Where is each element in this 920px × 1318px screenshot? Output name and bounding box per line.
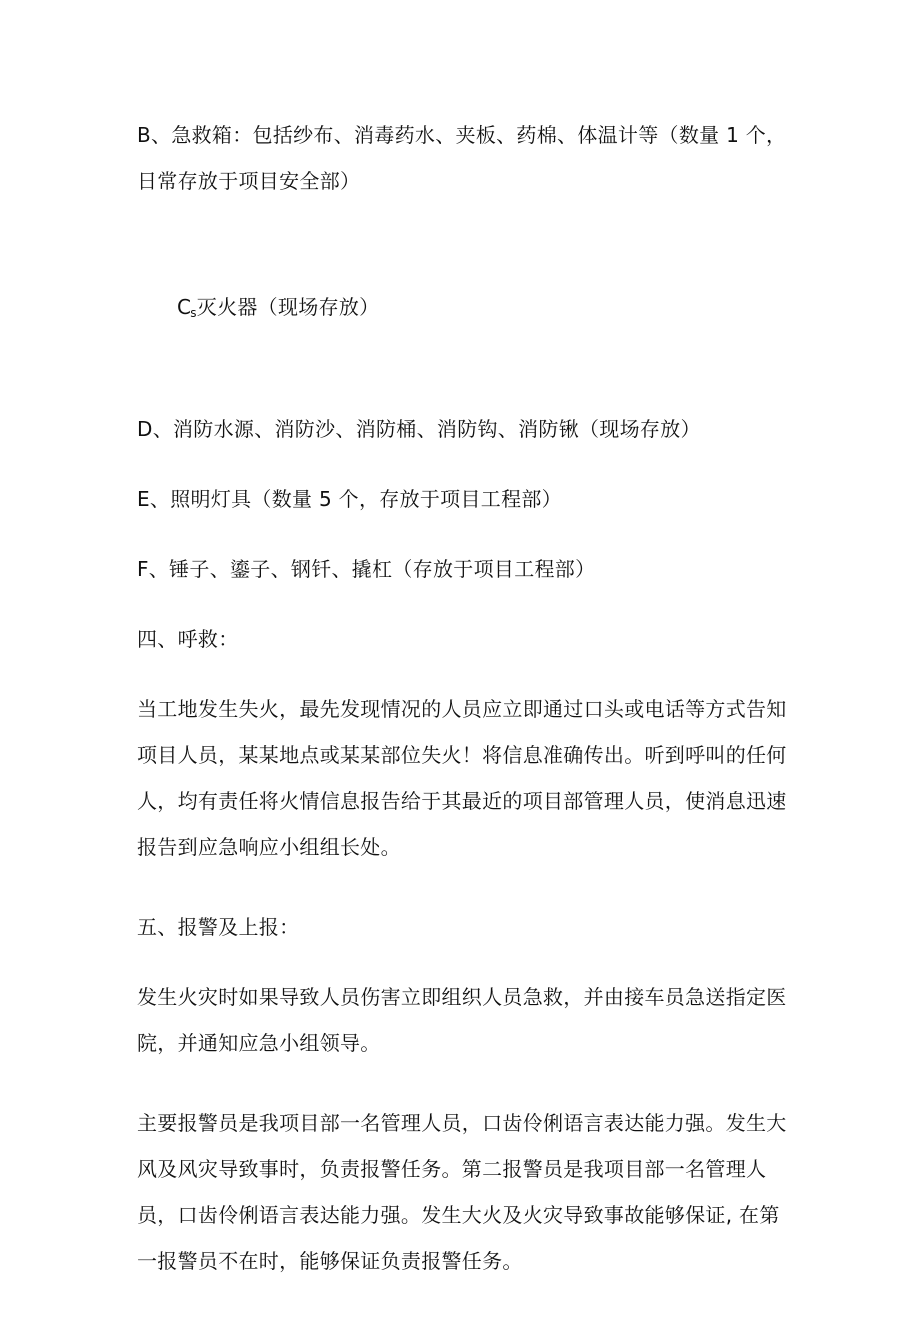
item-f-tools: F、锤子、鎏子、钢钎、撬杠（存放于项目工程部） <box>137 557 596 581</box>
item-c-text: 灭火器（现场存放） <box>196 295 380 319</box>
section-4-paragraph: 当工地发生失火，最先发现情况的人员应立即通过口头或电话等方式告知项目人员，某某地点或某某部位失火！将信息准确传出。听到呼叫的任何人，均有责任将火情信息报告给于其最近的项目部管理人员，使消息迅速报告到应急响应小组组长处。 <box>137 697 787 859</box>
section-5-paragraph-2: 主要报警员是我项目部一名管理人员，口齿伶俐语言表达能力强。发生大风及风灾导致事时，负责报警任务。第二报警员是我项目部一名管理人员，口齿伶俐语言表达能力强。发生大火及火灾导致事故能够保证, 在第一报警员不在时，能够保证负责报警任务。 <box>137 1111 787 1273</box>
item-e-lighting: E、照明灯具（数量 5 个，存放于项目工程部） <box>137 487 562 511</box>
item-c-prefix: C <box>176 295 192 319</box>
item-c-prefix-subscript: s <box>190 306 197 320</box>
section-5-paragraph-1: 发生火灾时如果导致人员伤害立即组织人员急救，并由接车员急送指定医院，并通知应急小组领导。 <box>137 985 787 1055</box>
item-b-first-aid-kit: B、急救箱：包括纱布、消毒药水、夹板、药棉、体温计等（数量 1 个，日常存放于项目安全部） <box>137 123 787 193</box>
section-5-heading: 五、报警及上报： <box>137 915 300 939</box>
item-c-fire-extinguisher <box>137 238 787 382</box>
document-body <box>137 112 787 1318</box>
item-d-fire-water-source: D、消防水源、消防沙、消防桶、消防钩、消防锹（现场存放） <box>137 417 701 441</box>
section-4-heading: 四、呼救： <box>137 627 239 651</box>
